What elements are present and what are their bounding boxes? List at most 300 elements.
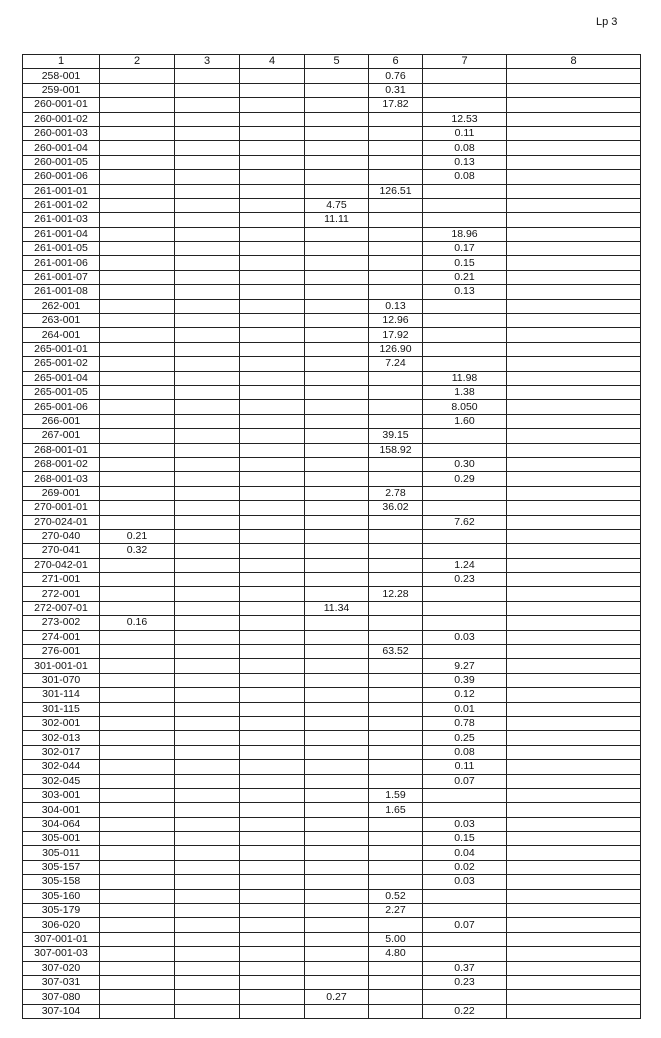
table-cell: 11.34 — [305, 601, 369, 615]
table-cell — [423, 184, 507, 198]
table-cell — [240, 918, 305, 932]
table-cell — [507, 832, 641, 846]
row-id-cell: 261-001-07 — [23, 270, 100, 284]
row-id-cell: 305-011 — [23, 846, 100, 860]
table-cell — [305, 889, 369, 903]
row-id-cell: 259-001 — [23, 83, 100, 97]
row-id-cell: 305-001 — [23, 832, 100, 846]
table-cell: 0.17 — [423, 242, 507, 256]
table-cell — [305, 98, 369, 112]
row-id-cell: 304-001 — [23, 803, 100, 817]
table-cell — [100, 976, 175, 990]
table-cell: 7.62 — [423, 515, 507, 529]
table-cell — [175, 486, 240, 500]
table-row — [23, 198, 641, 212]
row-id-cell: 265-001-02 — [23, 357, 100, 371]
table-cell — [369, 285, 423, 299]
table-cell — [423, 328, 507, 342]
row-id-cell: 307-031 — [23, 976, 100, 990]
table-cell — [100, 990, 175, 1004]
table-cell — [305, 616, 369, 630]
table-cell — [369, 256, 423, 270]
table-row — [23, 515, 641, 529]
table-cell: 0.12 — [423, 688, 507, 702]
table-cell: 0.78 — [423, 716, 507, 730]
table-cell — [100, 515, 175, 529]
table-cell — [423, 616, 507, 630]
table-cell — [305, 457, 369, 471]
table-cell — [100, 184, 175, 198]
table-cell — [175, 760, 240, 774]
table-cell — [240, 573, 305, 587]
table-cell — [507, 400, 641, 414]
table-cell — [175, 242, 240, 256]
table-cell — [100, 817, 175, 831]
table-cell — [240, 256, 305, 270]
table-cell — [100, 558, 175, 572]
table-cell — [240, 285, 305, 299]
table-cell — [240, 803, 305, 817]
table-cell — [240, 745, 305, 759]
table-cell — [305, 83, 369, 97]
table-cell — [175, 285, 240, 299]
table-cell — [175, 544, 240, 558]
table-row — [23, 242, 641, 256]
table-row — [23, 141, 641, 155]
table-cell — [507, 126, 641, 140]
data-table — [22, 54, 641, 1019]
table-cell — [507, 414, 641, 428]
row-id-cell: 270-041 — [23, 544, 100, 558]
table-cell — [423, 587, 507, 601]
table-cell — [100, 788, 175, 802]
table-cell — [240, 429, 305, 443]
table-cell — [507, 630, 641, 644]
table-cell — [100, 760, 175, 774]
table-cell: 39.15 — [369, 429, 423, 443]
table-cell: 0.27 — [305, 990, 369, 1004]
table-cell — [100, 501, 175, 515]
table-cell — [507, 645, 641, 659]
table-cell — [175, 976, 240, 990]
table-row — [23, 544, 641, 558]
table-cell — [305, 947, 369, 961]
table-cell — [423, 98, 507, 112]
table-cell — [100, 846, 175, 860]
table-row — [23, 529, 641, 543]
table-cell — [100, 486, 175, 500]
table-cell — [369, 630, 423, 644]
table-cell — [369, 745, 423, 759]
table-cell — [175, 659, 240, 673]
table-cell — [305, 414, 369, 428]
row-id-cell: 268-001-03 — [23, 472, 100, 486]
row-id-cell: 302-044 — [23, 760, 100, 774]
table-cell — [175, 587, 240, 601]
table-cell — [240, 486, 305, 500]
table-cell — [369, 472, 423, 486]
table-row — [23, 616, 641, 630]
row-id-cell: 261-001-03 — [23, 213, 100, 227]
table-cell — [175, 342, 240, 356]
table-cell — [507, 904, 641, 918]
table-row — [23, 443, 641, 457]
table-cell — [175, 98, 240, 112]
table-row — [23, 112, 641, 126]
table-row — [23, 98, 641, 112]
table-cell: 0.23 — [423, 976, 507, 990]
table-cell — [240, 184, 305, 198]
table-cell: 0.13 — [423, 155, 507, 169]
table-cell — [240, 961, 305, 975]
table-cell — [240, 788, 305, 802]
table-cell: 1.59 — [369, 788, 423, 802]
table-cell — [240, 645, 305, 659]
table-cell — [305, 385, 369, 399]
table-cell — [100, 832, 175, 846]
table-cell: 0.30 — [423, 457, 507, 471]
table-cell — [175, 889, 240, 903]
table-cell — [305, 688, 369, 702]
table-cell — [507, 702, 641, 716]
table-cell — [240, 371, 305, 385]
table-cell: 0.03 — [423, 875, 507, 889]
table-cell — [369, 198, 423, 212]
table-cell — [240, 141, 305, 155]
table-cell — [305, 342, 369, 356]
table-cell — [369, 832, 423, 846]
table-cell — [100, 587, 175, 601]
table-cell — [240, 760, 305, 774]
table-cell — [423, 357, 507, 371]
table-cell — [240, 357, 305, 371]
table-cell — [507, 486, 641, 500]
table-cell: 0.31 — [369, 83, 423, 97]
table-cell — [305, 184, 369, 198]
table-row — [23, 270, 641, 284]
table-cell — [369, 659, 423, 673]
row-id-cell: 270-040 — [23, 529, 100, 543]
table-cell — [100, 414, 175, 428]
table-cell: 0.37 — [423, 961, 507, 975]
row-id-cell: 302-045 — [23, 774, 100, 788]
table-cell — [507, 875, 641, 889]
table-cell — [305, 256, 369, 270]
table-cell — [369, 601, 423, 615]
row-id-cell: 301-001-01 — [23, 659, 100, 673]
table-cell — [369, 731, 423, 745]
table-cell — [507, 529, 641, 543]
table-cell: 0.04 — [423, 846, 507, 860]
table-cell — [305, 112, 369, 126]
table-cell — [240, 904, 305, 918]
table-cell — [369, 529, 423, 543]
table-cell — [100, 673, 175, 687]
table-cell — [100, 155, 175, 169]
row-id-cell: 272-001 — [23, 587, 100, 601]
table-cell — [240, 515, 305, 529]
table-cell — [175, 256, 240, 270]
table-cell — [423, 904, 507, 918]
table-cell: 0.21 — [100, 529, 175, 543]
table-cell — [240, 731, 305, 745]
row-id-cell: 262-001 — [23, 299, 100, 313]
table-cell — [100, 573, 175, 587]
table-cell — [100, 314, 175, 328]
table-cell — [305, 328, 369, 342]
row-id-cell: 258-001 — [23, 69, 100, 83]
table-cell — [175, 371, 240, 385]
table-cell — [175, 947, 240, 961]
table-cell: 0.23 — [423, 573, 507, 587]
row-id-cell: 260-001-05 — [23, 155, 100, 169]
table-cell — [507, 947, 641, 961]
table-cell — [175, 558, 240, 572]
table-row — [23, 558, 641, 572]
table-cell — [100, 270, 175, 284]
table-cell: 126.90 — [369, 342, 423, 356]
column-header: 6 — [369, 55, 423, 69]
table-cell — [240, 990, 305, 1004]
table-cell — [175, 832, 240, 846]
table-cell — [305, 918, 369, 932]
table-cell — [240, 342, 305, 356]
table-cell: 0.13 — [423, 285, 507, 299]
table-cell: 0.13 — [369, 299, 423, 313]
row-id-cell: 261-001-04 — [23, 227, 100, 241]
table-cell — [175, 731, 240, 745]
table-cell — [100, 472, 175, 486]
table-cell — [507, 803, 641, 817]
table-cell — [305, 242, 369, 256]
table-cell — [369, 860, 423, 874]
table-cell — [507, 371, 641, 385]
table-cell — [240, 501, 305, 515]
table-cell — [369, 990, 423, 1004]
table-cell — [100, 688, 175, 702]
table-cell — [507, 760, 641, 774]
table-cell — [507, 69, 641, 83]
table-cell — [175, 990, 240, 1004]
table-cell — [305, 731, 369, 745]
table-cell: 0.32 — [100, 544, 175, 558]
table-cell — [100, 904, 175, 918]
table-cell — [305, 702, 369, 716]
table-cell: 12.53 — [423, 112, 507, 126]
table-cell — [175, 213, 240, 227]
table-row — [23, 155, 641, 169]
table-cell — [507, 285, 641, 299]
table-cell — [240, 457, 305, 471]
column-header: 8 — [507, 55, 641, 69]
table-cell — [305, 1004, 369, 1018]
table-cell — [100, 385, 175, 399]
table-cell: 0.11 — [423, 126, 507, 140]
row-id-cell: 305-160 — [23, 889, 100, 903]
table-cell — [175, 601, 240, 615]
table-cell — [305, 155, 369, 169]
table-cell — [100, 457, 175, 471]
table-cell — [175, 860, 240, 874]
table-cell — [175, 515, 240, 529]
table-row — [23, 774, 641, 788]
table-cell: 18.96 — [423, 227, 507, 241]
row-id-cell: 274-001 — [23, 630, 100, 644]
table-cell — [423, 889, 507, 903]
table-cell — [507, 155, 641, 169]
table-cell — [100, 299, 175, 313]
row-id-cell: 302-013 — [23, 731, 100, 745]
table-cell — [240, 932, 305, 946]
column-header: 4 — [240, 55, 305, 69]
table-cell — [240, 688, 305, 702]
table-cell — [240, 702, 305, 716]
table-row — [23, 83, 641, 97]
table-cell — [423, 803, 507, 817]
table-cell — [175, 932, 240, 946]
table-cell — [423, 486, 507, 500]
table-cell — [305, 904, 369, 918]
table-cell: 0.07 — [423, 774, 507, 788]
table-cell — [175, 961, 240, 975]
table-cell — [175, 69, 240, 83]
table-row — [23, 299, 641, 313]
table-cell — [240, 443, 305, 457]
table-cell — [240, 126, 305, 140]
table-cell — [507, 314, 641, 328]
table-cell — [240, 616, 305, 630]
table-cell — [305, 515, 369, 529]
table-cell — [240, 1004, 305, 1018]
table-cell — [423, 69, 507, 83]
table-cell — [507, 544, 641, 558]
table-row — [23, 342, 641, 356]
table-row — [23, 501, 641, 515]
table-cell — [305, 587, 369, 601]
table-cell — [175, 429, 240, 443]
row-id-cell: 260-001-06 — [23, 170, 100, 184]
table-cell — [175, 299, 240, 313]
table-cell — [423, 314, 507, 328]
table-cell — [175, 400, 240, 414]
table-cell — [507, 587, 641, 601]
table-cell — [369, 227, 423, 241]
table-cell — [305, 645, 369, 659]
table-row — [23, 788, 641, 802]
table-cell — [423, 198, 507, 212]
row-id-cell: 273-002 — [23, 616, 100, 630]
table-cell — [240, 112, 305, 126]
table-row — [23, 702, 641, 716]
table-cell — [175, 817, 240, 831]
table-cell — [240, 947, 305, 961]
table-cell — [240, 976, 305, 990]
table-cell — [305, 932, 369, 946]
table-cell — [305, 69, 369, 83]
table-cell — [100, 285, 175, 299]
table-cell: 1.60 — [423, 414, 507, 428]
row-id-cell: 265-001-06 — [23, 400, 100, 414]
table-cell — [175, 198, 240, 212]
table-cell — [240, 213, 305, 227]
table-row — [23, 357, 641, 371]
table-cell — [305, 875, 369, 889]
table-row — [23, 256, 641, 270]
table-cell — [305, 529, 369, 543]
table-cell: 5.00 — [369, 932, 423, 946]
table-cell — [100, 69, 175, 83]
table-cell — [507, 256, 641, 270]
table-cell — [100, 716, 175, 730]
table-cell — [100, 126, 175, 140]
table-cell — [305, 270, 369, 284]
table-cell — [100, 112, 175, 126]
table-cell — [507, 472, 641, 486]
table-row — [23, 314, 641, 328]
table-cell — [369, 573, 423, 587]
table-cell: 0.08 — [423, 141, 507, 155]
row-id-cell: 305-157 — [23, 860, 100, 874]
row-id-cell: 271-001 — [23, 573, 100, 587]
table-cell — [369, 400, 423, 414]
table-row — [23, 328, 641, 342]
table-cell — [507, 227, 641, 241]
row-id-cell: 265-001-04 — [23, 371, 100, 385]
table-cell: 0.29 — [423, 472, 507, 486]
table-cell: 0.39 — [423, 673, 507, 687]
table-cell — [240, 400, 305, 414]
table-cell — [100, 443, 175, 457]
table-row — [23, 69, 641, 83]
table-cell — [369, 515, 423, 529]
table-cell — [175, 501, 240, 515]
table-cell — [240, 414, 305, 428]
table-cell — [305, 472, 369, 486]
table-row — [23, 976, 641, 990]
table-cell — [175, 803, 240, 817]
row-id-cell: 305-179 — [23, 904, 100, 918]
table-cell: 0.01 — [423, 702, 507, 716]
table-cell: 0.08 — [423, 745, 507, 759]
table-cell — [305, 400, 369, 414]
table-cell: 0.02 — [423, 860, 507, 874]
table-cell — [423, 544, 507, 558]
table-cell — [100, 961, 175, 975]
table-cell — [507, 990, 641, 1004]
table-cell — [305, 774, 369, 788]
table-row — [23, 817, 641, 831]
table-cell: 17.82 — [369, 98, 423, 112]
table-cell — [507, 673, 641, 687]
table-cell — [175, 443, 240, 457]
row-id-cell: 268-001-01 — [23, 443, 100, 457]
table-cell — [369, 774, 423, 788]
table-cell — [100, 659, 175, 673]
row-id-cell: 301-115 — [23, 702, 100, 716]
row-id-cell: 276-001 — [23, 645, 100, 659]
row-id-cell: 272-007-01 — [23, 601, 100, 615]
table-cell: 63.52 — [369, 645, 423, 659]
table-cell — [240, 673, 305, 687]
table-cell — [240, 716, 305, 730]
table-cell: 1.65 — [369, 803, 423, 817]
table-cell — [507, 918, 641, 932]
table-cell: 0.03 — [423, 630, 507, 644]
table-cell: 2.78 — [369, 486, 423, 500]
table-cell — [423, 932, 507, 946]
table-cell: 0.22 — [423, 1004, 507, 1018]
table-cell — [175, 630, 240, 644]
